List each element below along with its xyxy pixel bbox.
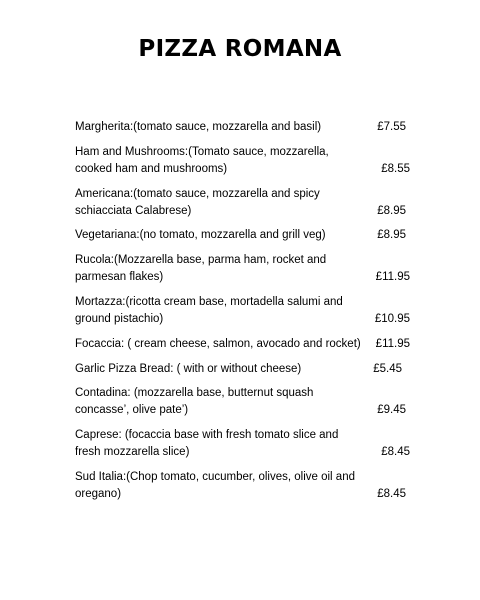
- menu-item-sud-italia: [75, 469, 410, 503]
- menu-item-ham-and-mushrooms: [75, 144, 410, 178]
- menu-item-description: Margherita:(tomato sauce, mozzarella and basil): [75, 121, 322, 133]
- menu-item-price: £11.95: [375, 271, 410, 284]
- menu-item-focaccia: [75, 336, 410, 353]
- menu-item-price: £8.45: [381, 446, 410, 459]
- menu-item-price: £8.55: [381, 162, 410, 175]
- menu-item-price: £9.45: [377, 404, 406, 417]
- menu-item-price: £7.55: [377, 121, 406, 133]
- menu-item-margherita: [75, 119, 410, 136]
- menu-item-rucola: [75, 252, 410, 286]
- menu-item-price: £8.95: [377, 204, 406, 217]
- menu-item-contadina: [75, 385, 410, 419]
- menu-item-description: Americana:(tomato sauce, mozzarella and spicy schiacciata Calabrese): [75, 187, 320, 217]
- menu-item-price: £11.95: [375, 337, 410, 350]
- menu-item-price: £10.95: [374, 312, 410, 325]
- page-title: PIZZA ROMANA: [138, 36, 342, 62]
- menu-item-americana: [75, 186, 410, 220]
- menu-item-description: Sud Italia:(Chop tomato, cucumber, olives, olive oil and oregano): [75, 470, 355, 500]
- menu-item-mortazza: [75, 294, 410, 328]
- menu-item-caprese: [75, 427, 410, 461]
- menu-item-description: Contadina: (mozzarella base, butternut squash concasse’, olive pate’): [75, 387, 314, 417]
- menu-item-description: Focaccia: ( cream cheese, salmon, avocado and rocket): [75, 337, 361, 350]
- menu-item-price: £8.45: [377, 487, 406, 500]
- menu-item-vegetariana: [75, 227, 410, 244]
- menu-item-description: Ham and Mushrooms:(Tomato sauce, mozzarella, cooked ham and mushrooms): [75, 145, 329, 175]
- menu-item-description: Vegetariana:(no tomato, mozzarella and grill veg): [75, 229, 326, 242]
- menu-item-description: Rucola:(Mozzarella base, parma ham, rocket and parmesan flakes): [75, 254, 327, 284]
- menu-item-description: Caprese: (focaccia base with fresh tomato slice and fresh mozzarella slice): [75, 429, 339, 459]
- menu-item-price: £8.95: [377, 229, 406, 242]
- menu-item-description: Garlic Pizza Bread: ( with or without cheese): [75, 362, 302, 375]
- menu-item-garlic-pizza-bread: [75, 361, 410, 378]
- menu-item-price: £5.45: [373, 362, 402, 375]
- menu-list: [75, 119, 410, 511]
- menu-item-description: Mortazza:(ricotta cream base, mortadella salumi and ground pistachio): [75, 295, 343, 325]
